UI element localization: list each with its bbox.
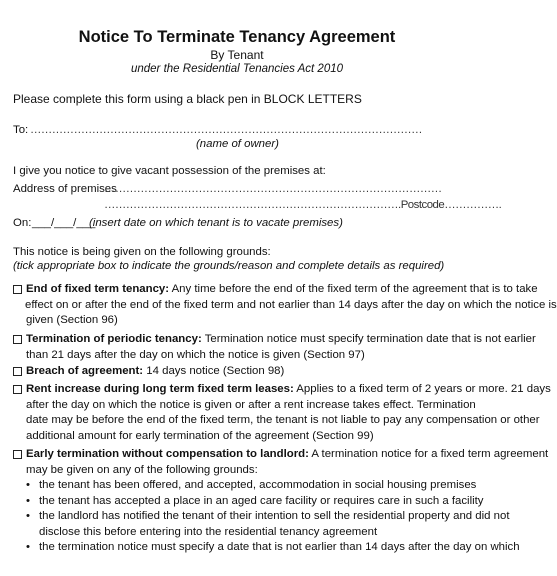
to-label: To: bbox=[13, 124, 29, 136]
option-text: may be given on any of the following grounds: bbox=[26, 463, 258, 476]
option-heading: Termination of periodic tenancy: bbox=[26, 333, 202, 345]
checkbox-rent-increase[interactable] bbox=[13, 385, 22, 394]
option-text: Any time before the end of the fixed term of the agreement that is to take bbox=[169, 283, 538, 295]
option-text: given (Section 96) bbox=[26, 314, 118, 326]
address-fill-line-1[interactable]: ………………………………………………………………………………… bbox=[104, 183, 442, 195]
option-text: A termination notice for a fixed term agreement bbox=[308, 448, 549, 460]
option-text: Applies to a fixed term of 2 years or more. 21 days bbox=[293, 383, 551, 395]
list-item: • the tenant has been offered, and accepted, accommodation in social housing premises bbox=[26, 479, 477, 491]
address-postcode-line[interactable]: ……………………………………………………………………….Postcode……………. bbox=[104, 199, 502, 211]
option-text: 14 days notice (Section 98) bbox=[143, 365, 285, 377]
address-label: Address of premises bbox=[13, 183, 117, 195]
option-text: after the day on which the notice is given or after a rent increase takes effect. Termination bbox=[26, 398, 476, 411]
option-heading: Early termination without compensation to landlord: bbox=[26, 448, 309, 460]
ground-option-rent-increase bbox=[13, 382, 551, 444]
checkbox-end-of-fixed-term[interactable] bbox=[13, 285, 22, 294]
list-item: • the landlord has notified the tenant of their intention to sell the residential property and did not bbox=[26, 510, 510, 522]
to-fill-line[interactable]: ……………………………………………………………………………………………… bbox=[30, 124, 423, 136]
option-text: date may be before the end of the fixed term, the tenant is not liable to pay any compensation or other bbox=[26, 414, 540, 426]
option-text: additional amount for early termination of the agreement (Section 99) bbox=[26, 429, 374, 442]
legislation-reference: under the Residential Tenancies Act 2010 bbox=[130, 63, 344, 75]
option-heading: Rent increase during long term fixed term leases: bbox=[26, 383, 294, 395]
vacate-date-field[interactable]: ___/___/___ bbox=[32, 217, 96, 229]
vacate-date-hint: (insert date on which tenant is to vacate premises) bbox=[89, 217, 343, 229]
list-item: • the tenant has accepted a place in an aged care facility or requires care in such a facility bbox=[26, 494, 484, 507]
ground-option-breach bbox=[13, 364, 465, 380]
ground-option-end-of-fixed-term bbox=[13, 282, 557, 329]
ground-option-early-termination bbox=[13, 447, 549, 556]
grounds-intro: This notice is being given on the following grounds: bbox=[13, 246, 271, 258]
on-label: On: bbox=[13, 217, 32, 229]
option-heading: Breach of agreement: bbox=[26, 365, 144, 377]
document-subtitle: By Tenant bbox=[210, 48, 264, 62]
checkbox-periodic-tenancy[interactable] bbox=[13, 335, 22, 344]
option-text: than 21 days after the day on which the notice is given (Section 97) bbox=[26, 348, 365, 361]
vacant-possession-statement: I give you notice to give vacant possession of the premises at: bbox=[13, 165, 326, 177]
ground-option-periodic-tenancy bbox=[13, 332, 536, 363]
grounds-hint: (tick appropriate box to indicate the grounds/reason and complete details as required) bbox=[13, 260, 445, 272]
checkbox-early-termination[interactable] bbox=[13, 450, 22, 459]
option-text: Termination notice must specify termination date that is not earlier bbox=[201, 333, 536, 345]
document-title: Notice To Terminate Tenancy Agreement bbox=[78, 28, 396, 46]
list-item: • the termination notice must specify a date that is not earlier than 14 days after the day on which bbox=[26, 541, 520, 553]
checkbox-breach[interactable] bbox=[13, 367, 22, 376]
option-heading: End of fixed term tenancy: bbox=[26, 283, 170, 295]
to-hint: (name of owner) bbox=[196, 138, 279, 150]
option-text: effect on or after the end of the fixed term and not earlier than 14 days after the day on which the notice is bbox=[25, 298, 557, 311]
form-instruction: Please complete this form using a black pen in BLOCK LETTERS bbox=[13, 92, 362, 106]
list-item: disclose this before entering into the residential tenancy agreement bbox=[39, 525, 378, 538]
